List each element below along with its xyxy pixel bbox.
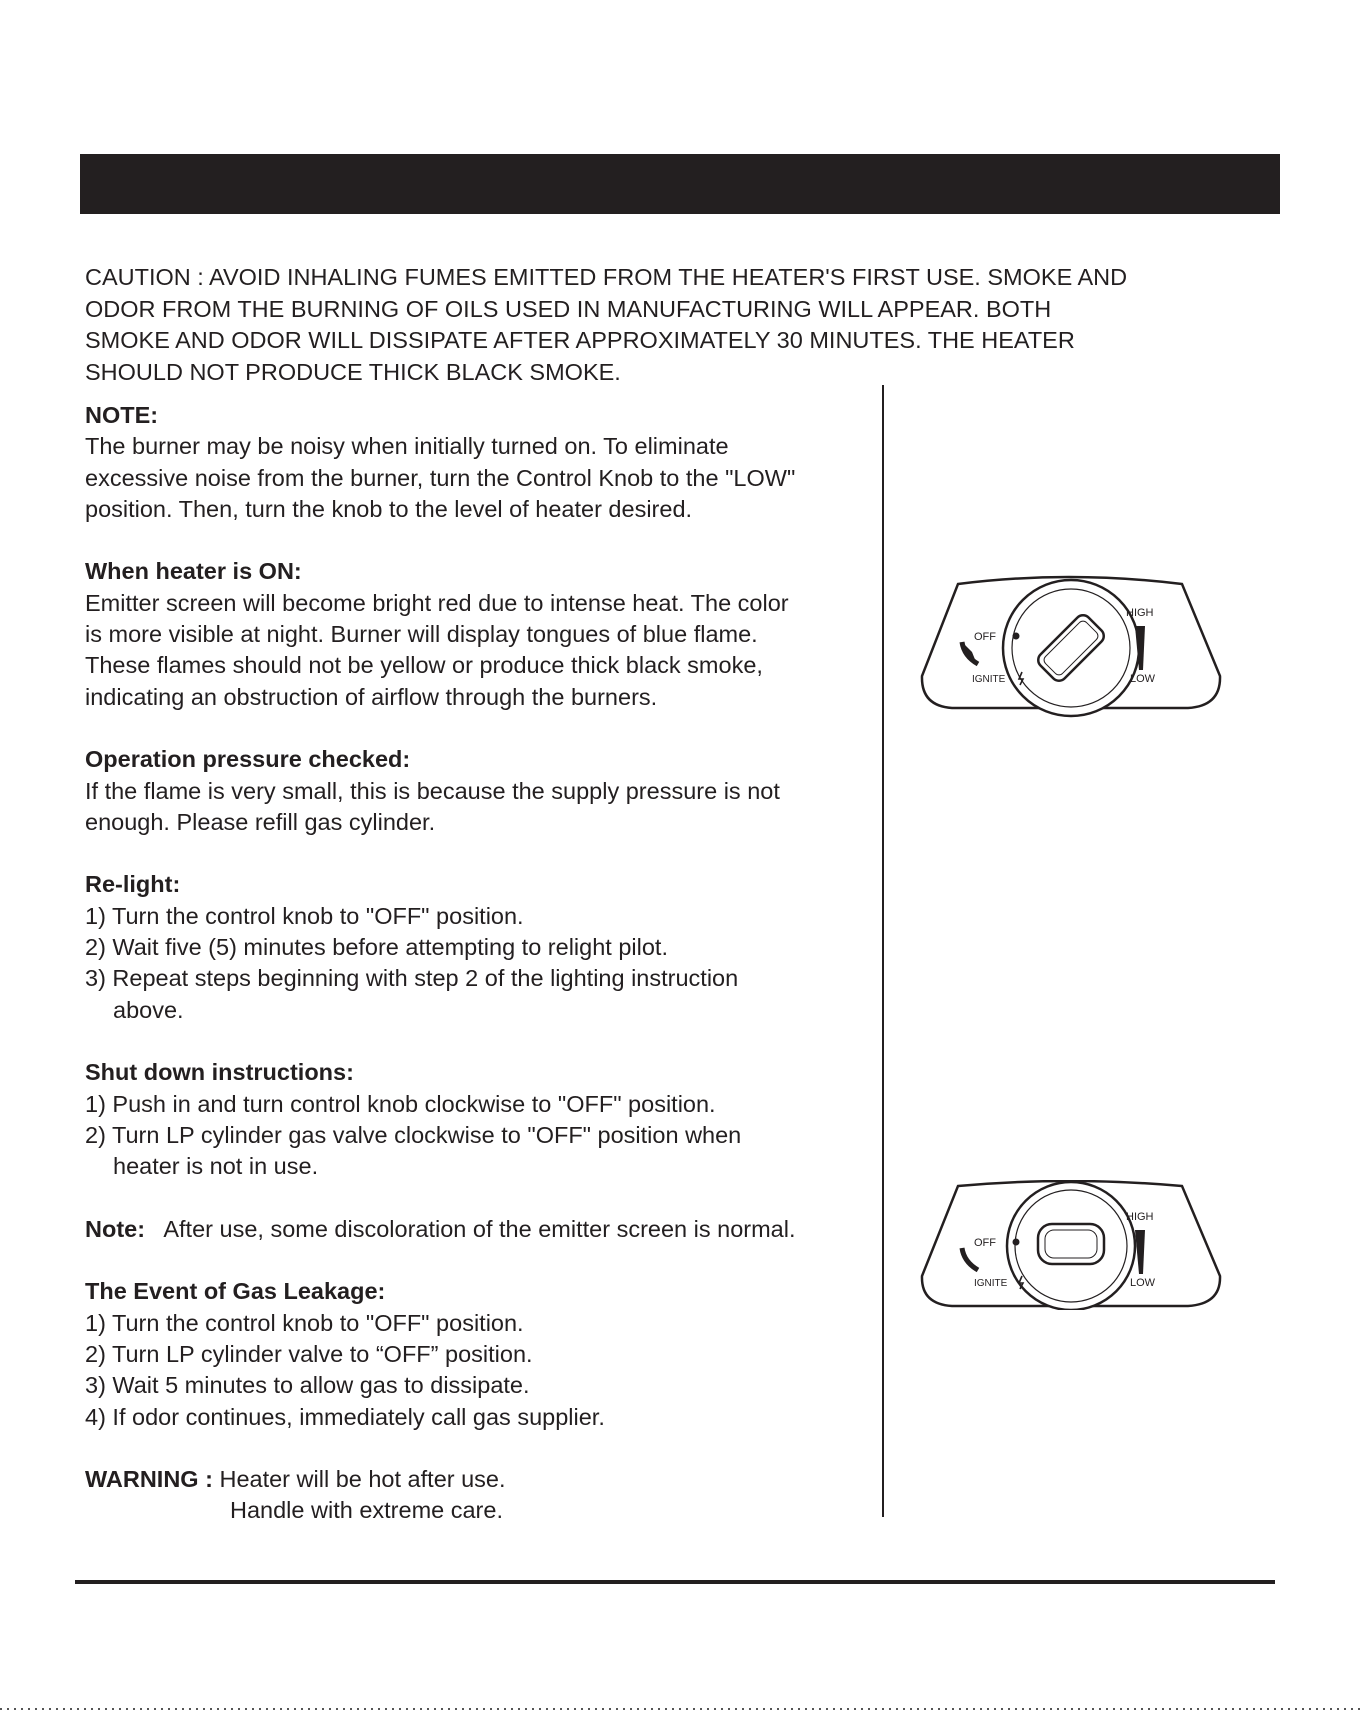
shutdown-step-continuation: heater is not in use. (113, 1153, 319, 1180)
bottom-rule (75, 1580, 1275, 1584)
heater-on-line: is more visible at night. Burner will display tongues of blue flame. (85, 621, 758, 648)
pressure-line: enough. Please refill gas cylinder. (85, 808, 436, 835)
note-title: NOTE: (85, 402, 159, 428)
leakage-step: 3) Wait 5 minutes to allow gas to dissipate. (85, 1372, 530, 1399)
control-panel-illustration-shutdown (918, 1180, 1224, 1315)
shutdown-step: 1) Push in and turn control knob clockwise to "OFF" position. (85, 1090, 716, 1117)
relight-step: 3) Repeat steps beginning with step 2 of the lighting instruction (85, 965, 739, 992)
ignite-label: IGNITE (974, 1278, 1008, 1289)
leakage-step: 1) Turn the control knob to "OFF" position. (85, 1309, 524, 1336)
after-use-note (85, 1214, 875, 1245)
caution-line: SMOKE AND ODOR WILL DISSIPATE AFTER APPROXIMATELY 30 MINUTES. THE HEATER (85, 327, 1075, 353)
after-use-note-text: After use, some discoloration of the emitter screen is normal. (145, 1215, 796, 1242)
ignite-label: IGNITE (972, 674, 1006, 685)
caution-line: CAUTION : AVOID INHALING FUMES EMITTED FROM THE HEATER'S FIRST USE. SMOKE AND (85, 264, 1128, 290)
warning-line: Handle with extreme care. (230, 1497, 503, 1524)
warning (85, 1464, 875, 1495)
caution-line: ODOR FROM THE BURNING OF OILS USED IN MANUFACTURING WILL APPEAR. BOTH (85, 295, 1052, 322)
note-line: position. Then, turn the knob to the level of heater desired. (85, 495, 693, 522)
header-bar (80, 154, 1280, 214)
caution-text (85, 262, 1275, 388)
off-label: OFF (974, 1237, 996, 1249)
relight-step: 2) Wait five (5) minutes before attempting to relight pilot. (85, 934, 668, 961)
relight-step: 1) Turn the control knob to "OFF" position. (85, 902, 524, 929)
relight-step-continuation: above. (113, 996, 184, 1023)
heater-on-line: These flames should not be yellow or produce thick black smoke, (85, 652, 763, 679)
shutdown-title: Shut down instructions: (85, 1059, 354, 1086)
instructions-column (85, 400, 875, 1527)
relight-title: Re-light: (85, 871, 181, 898)
high-label: HIGH (1126, 607, 1154, 619)
high-label: HIGH (1126, 1211, 1154, 1223)
leakage-step: 2) Turn LP cylinder valve to “OFF” position. (85, 1340, 533, 1367)
warning-label: WARNING : (85, 1466, 220, 1493)
note-line: The burner may be noisy when initially turned on. To eliminate (85, 433, 729, 460)
pressure-line: If the flame is very small, this is because the supply pressure is not (85, 777, 780, 804)
after-use-note-label: Note: (85, 1215, 146, 1242)
note-line: excessive noise from the burner, turn the Control Knob to the "LOW" (85, 464, 796, 491)
page-edge-dots (0, 1708, 1360, 1710)
off-label: OFF (974, 631, 996, 643)
column-divider (882, 385, 884, 1517)
low-label: LOW (1130, 1277, 1156, 1289)
low-label: LOW (1130, 673, 1156, 685)
heater-on-line: Emitter screen will become bright red due to intense heat. The color (85, 589, 789, 616)
warning-line: Heater will be hot after use. (219, 1466, 506, 1493)
leakage-step: 4) If odor continues, immediately call gas supplier. (85, 1403, 605, 1430)
leakage-title: The Event of Gas Leakage: (85, 1278, 386, 1305)
shutdown-step: 2) Turn LP cylinder gas valve clockwise to "OFF" position when (85, 1121, 742, 1148)
control-panel-illustration-off (918, 572, 1224, 723)
pressure-title: Operation pressure checked: (85, 746, 411, 773)
heater-on-title: When heater is ON: (85, 558, 302, 585)
heater-on-line: indicating an obstruction of airflow through the burners. (85, 683, 658, 710)
caution-line: SHOULD NOT PRODUCE THICK BLACK SMOKE. (85, 358, 621, 385)
